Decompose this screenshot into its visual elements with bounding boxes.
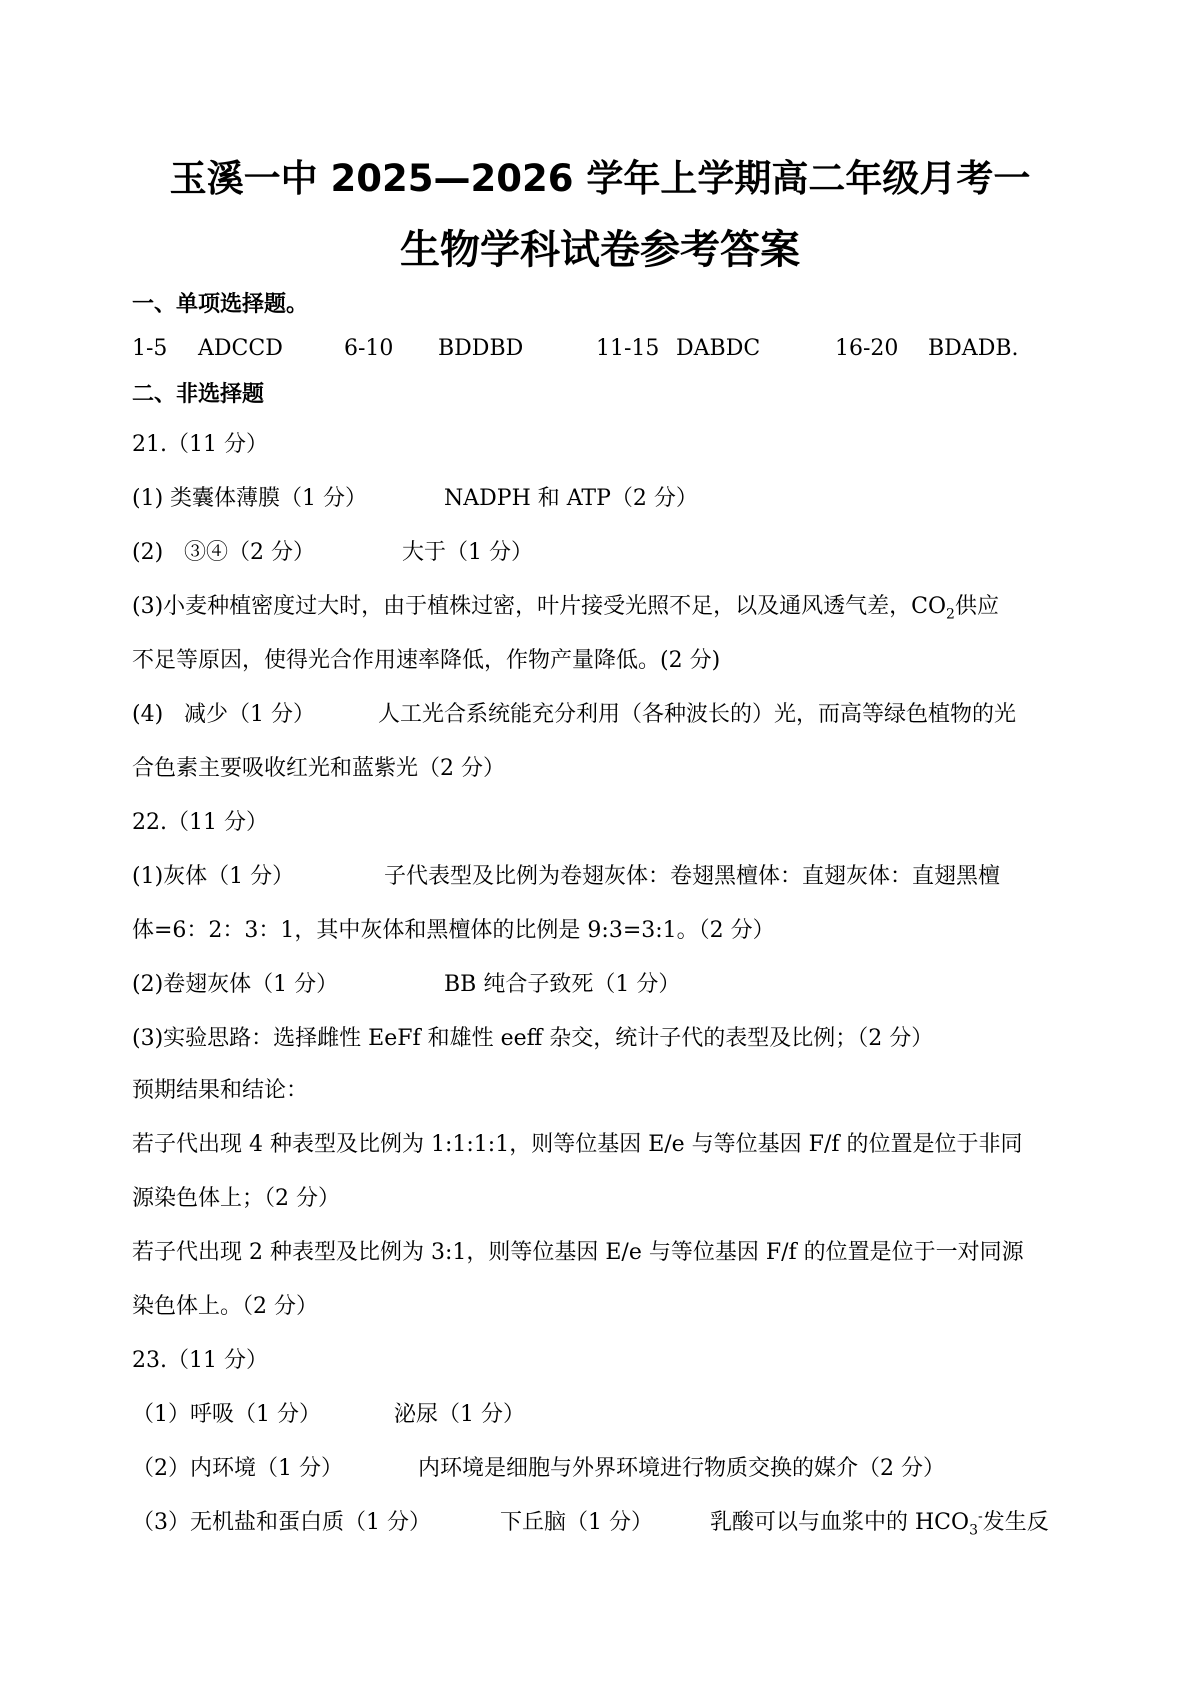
mc-range-3: 11-15 (596, 336, 660, 361)
q22-p1-answer-a: (1)灰体（1 分） (132, 864, 295, 889)
q22-part-1-line-2: 体=6：2：3：1，其中灰体和黑檀体的比例是 9:3=3:1。（2 分） (132, 918, 775, 943)
section-1-heading: 一、单项选择题。 (132, 292, 309, 317)
title-line-2: 生物学科试卷参考答案 (400, 227, 800, 273)
q21-p1-num: (1) (132, 486, 164, 511)
title-line-1: 玉溪一中 2025—2026 学年上学期高二年级月考一 (169, 157, 1031, 200)
q23-p3-c-text-end: 发生反 (982, 1510, 1049, 1535)
q22-result-1-line-1: 若子代出现 4 种表型及比例为 1:1:1:1，则等位基因 E/e 与等位基因 F/f 的位置是位于非同 (132, 1132, 1023, 1157)
q21-part-4-line-2: 合色素主要吸收红光和蓝紫光（2 分） (132, 756, 505, 781)
q23-header: 23.（11 分） (132, 1348, 268, 1373)
q23-p1-answer-a: （1）呼吸（1 分） (132, 1402, 321, 1427)
q23-p3-c-text: 乳酸可以与血浆中的 HCO (710, 1510, 970, 1535)
q21-p4-answer-a: 减少（1 分） (184, 702, 315, 727)
q21-p4-num: (4) (132, 702, 164, 727)
mc-range-1: 1-5 (132, 336, 168, 361)
section-2-heading: 二、非选择题 (132, 382, 265, 407)
q22-result-2-line-1: 若子代出现 2 种表型及比例为 3:1，则等位基因 E/e 与等位基因 F/f 的位置是位于一对同源 (132, 1240, 1024, 1265)
q22-p1-answer-b: 子代表型及比例为卷翅灰体：卷翅黑檀体：直翅灰体：直翅黑檀 (384, 864, 1001, 889)
mc-letters-3: DABDC (676, 336, 761, 361)
mc-letters-2: BDDBD (438, 336, 524, 361)
q21-p4-answer-b: 人工光合系统能充分利用（各种波长的）光，而高等绿色植物的光 (378, 702, 1017, 727)
q22-p2-answer-a: (2)卷翅灰体（1 分） (132, 972, 339, 997)
q23-p3-answer-c (710, 1508, 1049, 1538)
q23-p1-answer-b: 泌尿（1 分） (394, 1402, 525, 1427)
q21-p3-text: (3)小麦种植密度过大时，由于植株过密，叶片接受光照不足，以及通风透气差，CO (132, 594, 947, 619)
q23-p3-answer-b: 下丘脑（1 分） (500, 1510, 653, 1535)
co2-subscript: 2 (946, 606, 955, 623)
q23-p2-answer-b: 内环境是细胞与外界环境进行物质交换的媒介（2 分） (418, 1456, 945, 1481)
q21-p2-answer-a: ③④（2 分） (184, 540, 315, 565)
q23-p3-answer-a: （3）无机盐和蛋白质（1 分） (132, 1510, 431, 1535)
mc-letters-4: BDADB. (928, 336, 1019, 361)
q23-p2-answer-a: （2）内环境（1 分） (132, 1456, 343, 1481)
mc-range-4: 16-20 (835, 336, 899, 361)
q22-expect-heading: 预期结果和结论： (132, 1078, 309, 1103)
q21-p1-answer-a: 类囊体薄膜（1 分） (170, 486, 367, 511)
q22-result-2-line-2: 染色体上。（2 分） (132, 1294, 318, 1319)
q21-p1-answer-b: NADPH 和 ATP（2 分） (444, 486, 698, 511)
q22-p2-answer-b: BB 纯合子致死（1 分） (444, 972, 681, 997)
q22-result-1-line-2: 源染色体上；（2 分） (132, 1186, 340, 1211)
hco3-superscript: - (977, 1508, 983, 1525)
q22-part-3: (3)实验思路：选择雌性 EeFf 和雄性 eeff 杂交，统计子代的表型及比例；（2 分） (132, 1026, 934, 1051)
q21-header: 21.（11 分） (132, 432, 268, 457)
q21-part-3-line-2: 不足等原因，使得光合作用速率降低，作物产量降低。(2 分) (132, 648, 721, 673)
mc-range-2: 6-10 (344, 336, 394, 361)
mc-letters-1: ADCCD (198, 336, 283, 361)
q21-p2-num: (2) (132, 540, 164, 565)
hco3-subscript: 3 (969, 1522, 978, 1539)
q21-p3-text-end: 供应 (954, 594, 999, 619)
q22-header: 22.（11 分） (132, 810, 268, 835)
q21-p2-answer-b: 大于（1 分） (402, 540, 533, 565)
q21-part-3-line-1 (132, 592, 999, 622)
